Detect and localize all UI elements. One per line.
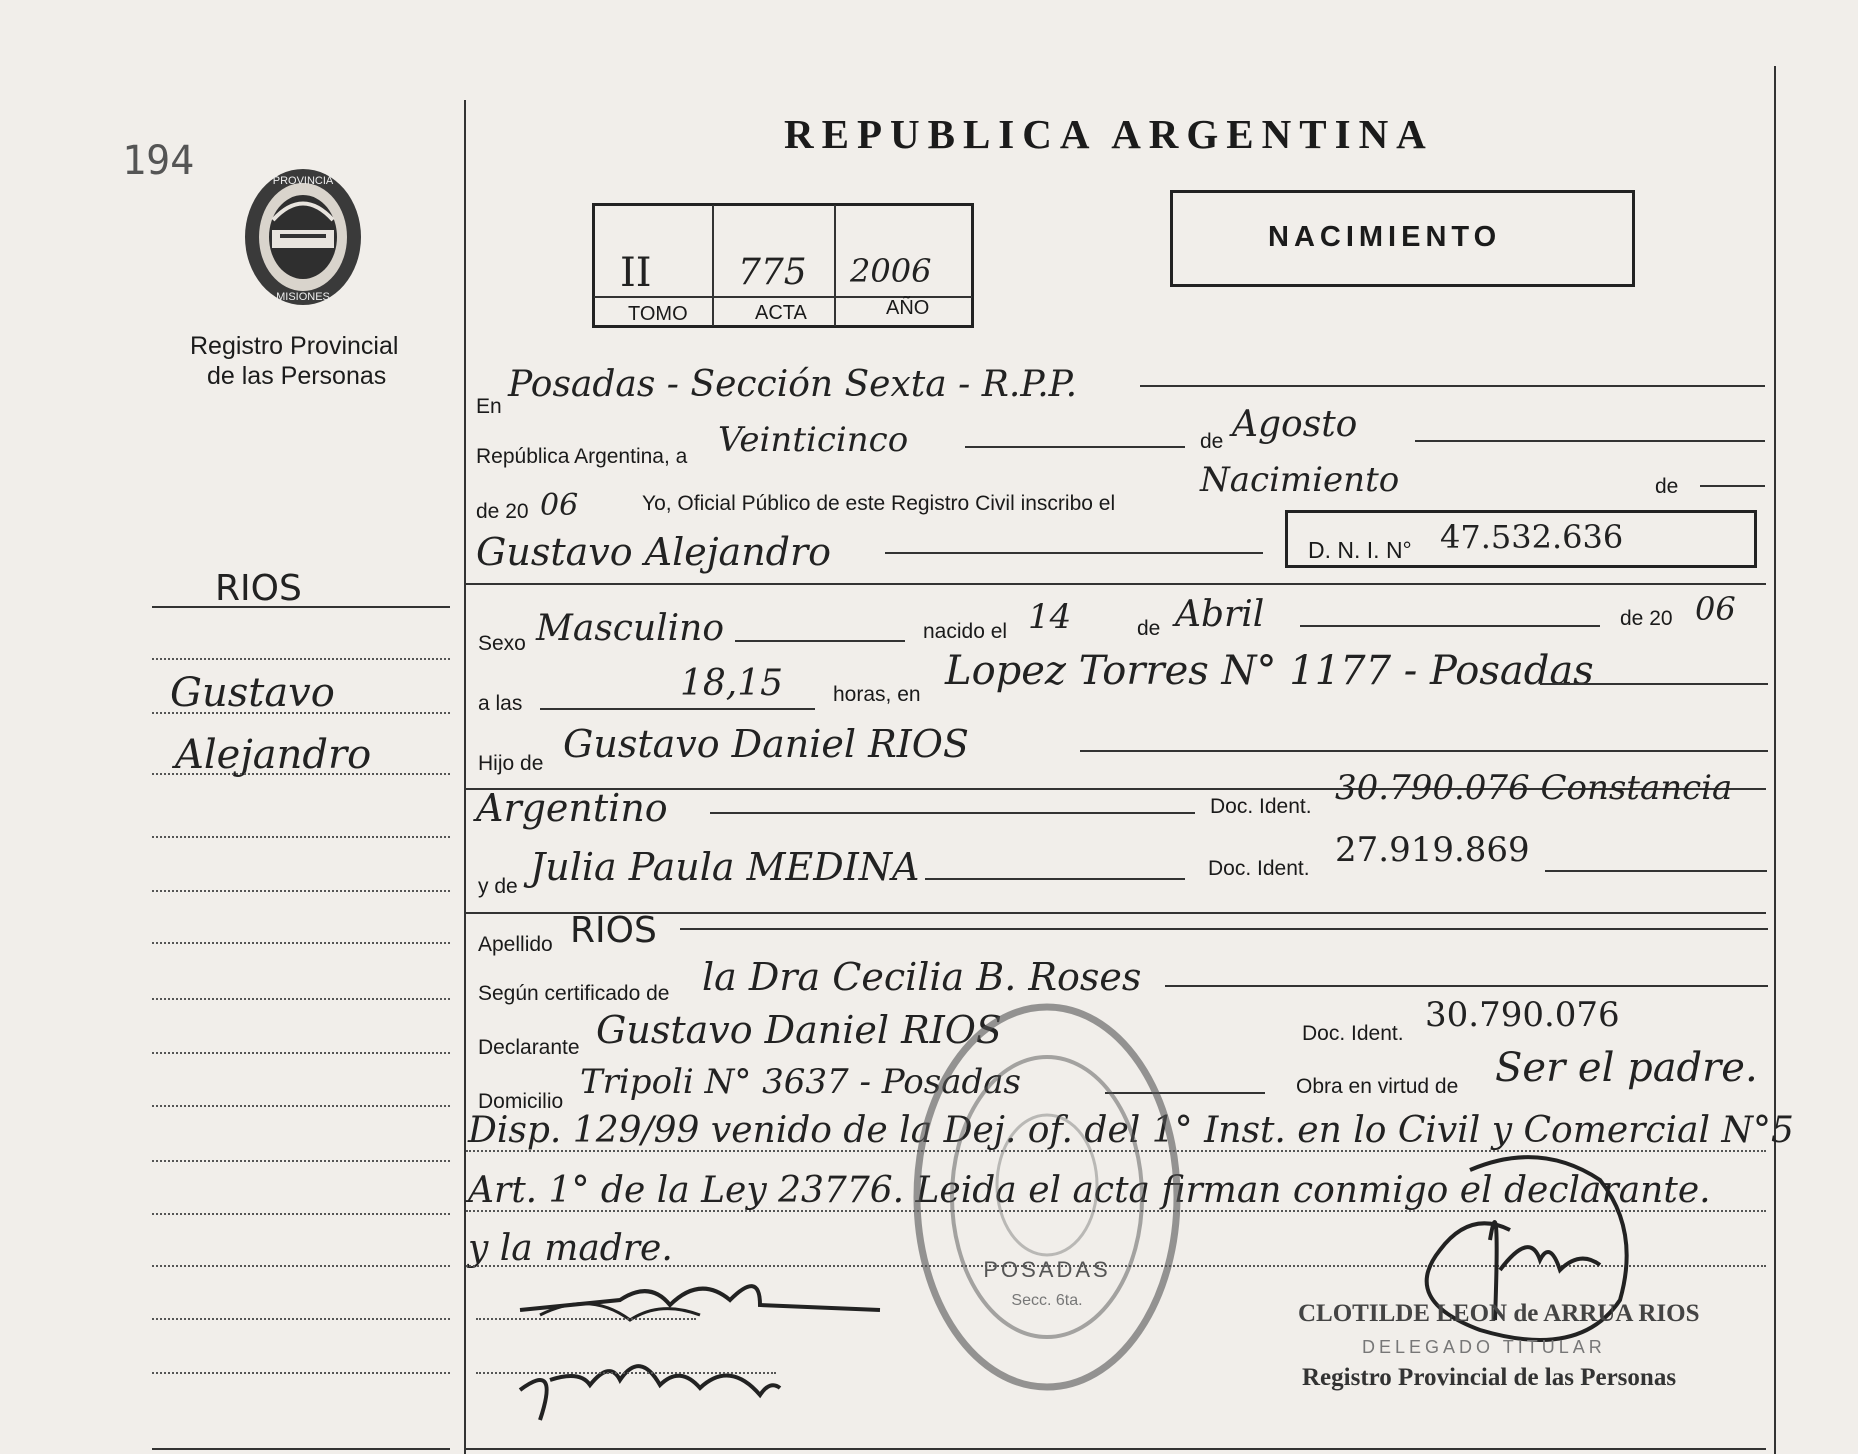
observacion-linea-3: y la madre. — [468, 1228, 673, 1269]
segun-label: Según certificado de — [478, 982, 670, 1005]
official-signature — [1340, 1140, 1640, 1400]
tomo-value: II — [620, 250, 652, 296]
anio-value: 2006 — [850, 252, 932, 290]
province-emblem-icon — [238, 162, 368, 312]
acta-value: 775 — [738, 252, 807, 293]
official-title: DELEGADO TITULAR — [1362, 1337, 1606, 1357]
alas-label: a las — [478, 692, 523, 715]
seal-section: Secc. 6ta. — [1011, 1292, 1083, 1309]
acto-value: Nacimiento — [1200, 460, 1400, 500]
registry-name-line1: Registro Provincial — [190, 332, 399, 360]
yde-label: y de — [478, 875, 518, 898]
de-label: de — [1655, 475, 1679, 498]
official-office: Registro Provincial de las Personas — [1302, 1364, 1677, 1391]
declarante-value: Gustavo Daniel RIOS — [596, 1008, 1002, 1052]
nacido-mes: Abril — [1175, 594, 1265, 635]
declarante-signature — [500, 1270, 900, 1430]
domicilio-value: Tripoli N° 3637 - Posadas — [580, 1062, 1021, 1102]
record-type: NACIMIENTO — [1268, 221, 1502, 253]
declarante-doc-label: Doc. Ident. — [1302, 1022, 1404, 1045]
anio-suffix: 06 — [540, 488, 579, 523]
margin-surname: RIOS — [215, 568, 302, 609]
certificado-value: la Dra Cecilia B. Roses — [702, 955, 1142, 999]
en-value: Posadas - Sección Sexta - R.P.P. — [508, 364, 1078, 405]
de-mes-label: de — [1200, 430, 1224, 453]
padre-value: Gustavo Daniel RIOS — [563, 722, 969, 766]
padre-doc-label: Doc. Ident. — [1210, 795, 1312, 818]
official-name: CLOTILDE LEON de ARRUA RIOS — [1298, 1300, 1700, 1327]
observacion-linea-2: Art. 1° de la Ley 23776. Leida el acta firman conmigo el declarante. — [468, 1170, 1711, 1211]
declarante-label: Declarante — [478, 1036, 580, 1059]
nacido-de-label: de — [1137, 617, 1161, 640]
sexo-label: Sexo — [478, 632, 526, 655]
hijo-label: Hijo de — [478, 752, 544, 775]
lugar-value: Lopez Torres N° 1177 - Posadas — [945, 648, 1594, 694]
padre-doc-value: 30.790.076 Constancia — [1335, 768, 1733, 808]
madre-doc-value: 27.919.869 — [1335, 830, 1530, 870]
acta-label: ACTA — [755, 302, 807, 324]
dni-label: D. N. I. N° — [1308, 537, 1412, 563]
registry-name-line2: de las Personas — [207, 362, 387, 390]
padre-nacionalidad: Argentino — [476, 786, 668, 830]
de20-label: de 20 — [476, 500, 529, 523]
nombre-value: Gustavo Alejandro — [476, 530, 832, 574]
obra-label: Obra en virtud de — [1296, 1075, 1459, 1098]
mes-value: Agosto — [1232, 404, 1358, 445]
seal-city: POSADAS — [983, 1257, 1111, 1282]
hora-value: 18,15 — [680, 663, 784, 704]
nacido-dia: 14 — [1028, 597, 1072, 637]
sexo-value: Masculino — [536, 608, 725, 649]
horas-en-label: horas, en — [833, 683, 921, 706]
nacido-label: nacido el — [923, 620, 1008, 643]
dni-value: 47.532.636 — [1440, 518, 1624, 556]
page-number: 194 — [122, 138, 195, 184]
madre-doc-label: Doc. Ident. — [1208, 857, 1310, 880]
apellido-value: RIOS — [570, 910, 657, 951]
emblem-text-top: PROVINCIA — [272, 175, 334, 187]
nacido-anio: 06 — [1695, 590, 1736, 628]
country-title: REPUBLICA ARGENTINA — [784, 111, 1434, 157]
domicilio-label: Domicilio — [478, 1090, 564, 1113]
anio-label: AÑO — [886, 297, 930, 319]
margin-first-name: Gustavo — [170, 670, 335, 716]
tomo-label: TOMO — [628, 303, 688, 325]
madre-value: Julia Paula MEDINA — [530, 845, 920, 889]
declarante-doc-value: 30.790.076 — [1425, 995, 1620, 1035]
dia-value: Veinticinco — [718, 420, 909, 460]
official-seal — [905, 995, 1190, 1400]
apellido-label: Apellido — [478, 933, 553, 956]
nacido-de20-label: de 20 — [1620, 607, 1673, 630]
oficial-text: Yo, Oficial Público de este Registro Civil inscribo el — [642, 492, 1116, 515]
margin-second-name: Alejandro — [175, 732, 372, 778]
emblem-text-bottom: MISIONES — [276, 291, 330, 303]
republica-label: República Argentina, a — [476, 445, 688, 468]
en-label: En — [476, 395, 502, 418]
obra-value: Ser el padre. — [1495, 1045, 1758, 1091]
observacion-linea-1: Disp. 129/99 venido de la Dej. of. del 1° Inst. en lo Civil y Comercial N°5 — [468, 1110, 1794, 1151]
